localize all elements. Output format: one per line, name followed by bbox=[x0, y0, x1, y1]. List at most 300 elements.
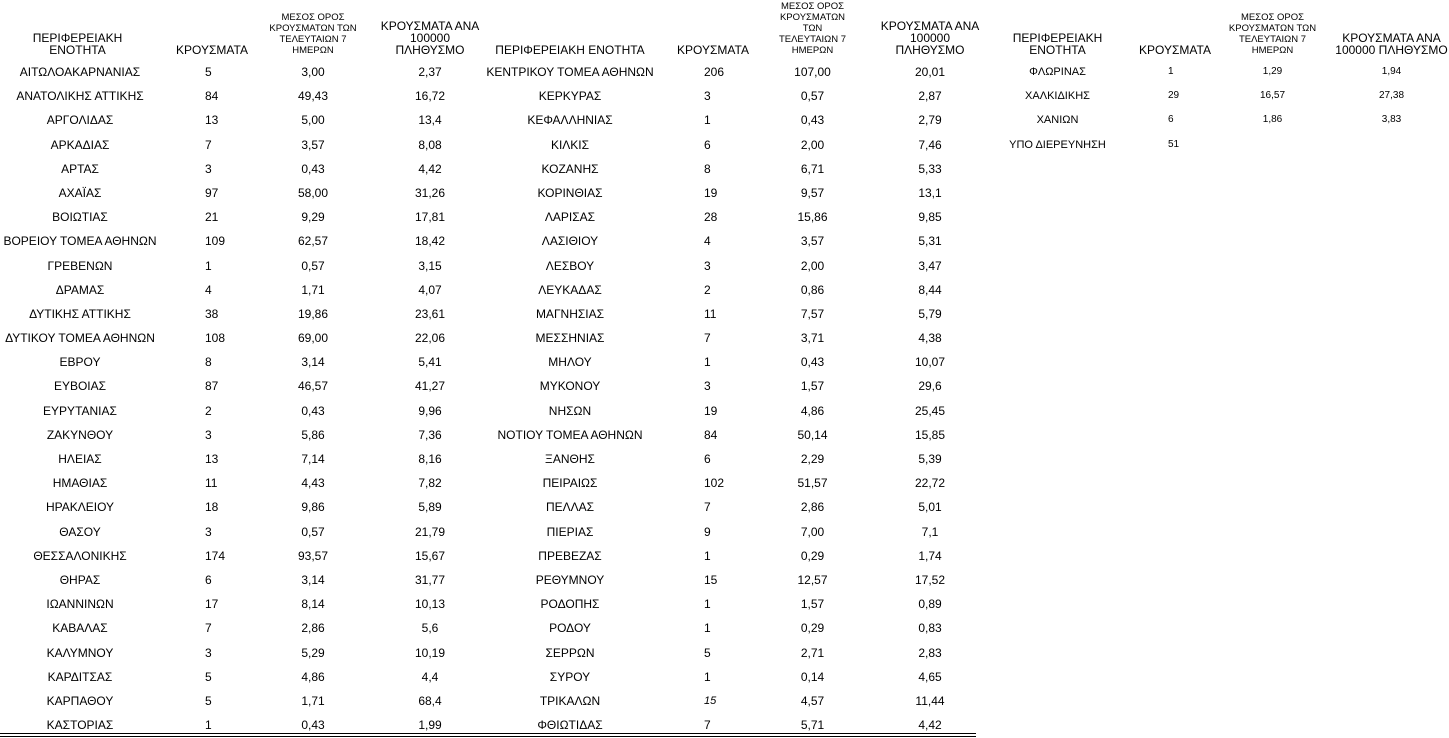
cell-per: 1,74 bbox=[918, 548, 942, 563]
table-row bbox=[0, 665, 470, 689]
cell-name: ΛΑΣΙΘΙΟΥ bbox=[541, 234, 599, 249]
cell-avg: 1,71 bbox=[301, 693, 325, 708]
header-region: ΠΕΡΙΦΕΡΕΙΑΚΗ ΕΝΟΤΗΤΑ bbox=[495, 43, 645, 57]
cell-cases: 6 bbox=[205, 572, 212, 587]
table-row bbox=[485, 254, 1000, 278]
cell-name: ΠΕΛΛΑΣ bbox=[545, 500, 595, 515]
cell-per: 27,38 bbox=[1378, 90, 1405, 102]
cell-name: ΑΡΤΑΣ bbox=[61, 161, 99, 176]
cell-cases: 15 bbox=[704, 694, 717, 707]
cell-per: 5,79 bbox=[918, 306, 942, 321]
cell-avg: 1,29 bbox=[1262, 66, 1283, 77]
cell-name: ΘΗΡΑΣ bbox=[59, 572, 101, 587]
cell-per: 10,13 bbox=[414, 597, 446, 612]
table-row bbox=[0, 229, 470, 253]
cell-per: 4,4 bbox=[421, 669, 439, 684]
cell-cases: 1 bbox=[205, 718, 212, 733]
table-row bbox=[0, 568, 470, 592]
table-row bbox=[485, 181, 1000, 205]
header-per100k bbox=[375, 20, 485, 56]
cell-per: 5,41 bbox=[418, 355, 442, 370]
cell-per: 11,44 bbox=[915, 693, 945, 708]
cell-per: 10,19 bbox=[414, 645, 446, 660]
header-avg-line1: ΜΕΣΟΣ ΟΡΟΣ bbox=[281, 12, 345, 23]
cell-cases: 1 bbox=[704, 113, 711, 128]
cell-cases: 5 bbox=[205, 65, 212, 79]
cell-avg: 0,57 bbox=[301, 524, 325, 539]
cell-avg: 3,14 bbox=[301, 572, 325, 587]
header-avg-line3: ΤΕΛΕΥΤΑΙΩΝ 7 bbox=[1238, 34, 1307, 45]
cell-avg: 0,29 bbox=[800, 548, 825, 563]
cell-avg: 4,43 bbox=[301, 476, 325, 491]
cell-name: ΚΟΖΑΝΗΣ bbox=[541, 161, 599, 176]
cell-cases: 17 bbox=[205, 597, 219, 612]
cell-cases: 109 bbox=[205, 234, 226, 249]
header-region-line1: ΠΕΡΙΦΕΡΕΙΑΚΗ bbox=[32, 31, 123, 45]
cell-name: ΗΛΕΙΑΣ bbox=[58, 452, 102, 466]
cell-name: ΗΡΑΚΛΕΙΟΥ bbox=[45, 500, 115, 515]
cell-name: ΣΕΡΡΩΝ bbox=[545, 645, 595, 660]
cell-per: 16,72 bbox=[414, 89, 446, 104]
table-row bbox=[485, 568, 1000, 592]
cell-cases: 19 bbox=[704, 403, 718, 418]
cell-per: 29,6 bbox=[918, 379, 942, 394]
table-row bbox=[485, 544, 1000, 568]
cell-per: 0,89 bbox=[918, 597, 942, 612]
cell-name: ΜΥΚΟΝΟΥ bbox=[539, 379, 601, 394]
cell-avg: 5,00 bbox=[301, 113, 325, 128]
cell-name: ΝΗΣΩΝ bbox=[548, 403, 592, 418]
cell-per: 8,16 bbox=[418, 452, 442, 466]
cell-cases: 87 bbox=[205, 379, 219, 394]
cell-name: ΚΕΝΤΡΙΚΟΥ ΤΟΜΕΑ ΑΘΗΝΩΝ bbox=[486, 65, 654, 79]
cell-per: 0,83 bbox=[918, 621, 942, 636]
cell-avg: 2,71 bbox=[800, 645, 825, 660]
table-row bbox=[1000, 133, 1449, 157]
cell-avg: 62,57 bbox=[297, 234, 329, 249]
header-avg-line1: ΜΕΣΟΣ ΟΡΟΣ bbox=[780, 1, 844, 12]
cell-avg: 51,57 bbox=[797, 476, 828, 491]
cell-cases: 2 bbox=[704, 282, 711, 297]
table-header-2 bbox=[485, 0, 1000, 60]
cell-avg: 0,29 bbox=[800, 621, 825, 636]
cell-per: 22,72 bbox=[914, 476, 946, 491]
cell-per: 2,83 bbox=[918, 645, 942, 660]
cell-per: 3,47 bbox=[918, 258, 942, 273]
cell-cases: 1 bbox=[704, 355, 711, 370]
table-row bbox=[485, 520, 1000, 544]
cell-per: 7,36 bbox=[418, 427, 442, 442]
table-row bbox=[0, 641, 470, 665]
cell-avg: 0,14 bbox=[800, 669, 825, 684]
cell-avg: 9,86 bbox=[301, 500, 325, 515]
cell-cases: 21 bbox=[205, 210, 219, 225]
header-avg-line3: ΤΕΛΕΥΤΑΙΩΝ 7 bbox=[778, 34, 847, 45]
cell-cases: 5 bbox=[205, 669, 212, 684]
table-row bbox=[0, 157, 470, 181]
cell-cases: 1 bbox=[704, 669, 711, 684]
table-row bbox=[0, 181, 470, 205]
cell-avg: 69,00 bbox=[297, 331, 329, 346]
table-row bbox=[485, 447, 1000, 471]
table-row bbox=[0, 423, 470, 447]
table-header-3 bbox=[1000, 0, 1449, 60]
cell-name: ΠΡΕΒΕΖΑΣ bbox=[538, 548, 602, 563]
cell-avg: 2,29 bbox=[800, 452, 825, 466]
cell-cases: 51 bbox=[1168, 138, 1180, 150]
header-avg-line3: ΤΕΛΕΥΤΑΙΩΝ 7 bbox=[279, 34, 347, 45]
cell-name: ΘΑΣΟΥ bbox=[59, 524, 101, 539]
cell-avg: 4,86 bbox=[301, 669, 325, 684]
cell-avg: 1,57 bbox=[800, 597, 825, 612]
cell-per: 3,15 bbox=[418, 258, 442, 273]
cell-avg: 16,57 bbox=[1259, 90, 1286, 102]
cell-per: 31,26 bbox=[414, 185, 446, 200]
cell-per: 4,07 bbox=[418, 282, 442, 297]
cell-name: ΚΙΛΚΙΣ bbox=[550, 137, 590, 152]
cell-cases: 7 bbox=[205, 621, 212, 636]
header-cases: ΚΡΟΥΣΜΑΤΑ bbox=[677, 43, 749, 57]
cell-per: 17,52 bbox=[914, 572, 946, 587]
cell-avg: 50,14 bbox=[797, 427, 828, 442]
cell-name: ΡΟΔΟΠΗΣ bbox=[540, 597, 600, 612]
cell-name: ΧΑΛΚΙΔΙΚΗΣ bbox=[1025, 90, 1090, 103]
table-row bbox=[0, 254, 470, 278]
cell-cases: 5 bbox=[205, 693, 212, 708]
header-avg-line1: ΜΕΣΟΣ ΟΡΟΣ bbox=[1240, 12, 1304, 23]
table-row bbox=[0, 205, 470, 229]
cell-name: ΚΕΦΑΛΛΗΝΙΑΣ bbox=[527, 113, 613, 128]
cell-name: ΘΕΣΣΑΛΟΝΙΚΗΣ bbox=[33, 548, 127, 563]
cell-per: 5,6 bbox=[421, 621, 439, 636]
cell-avg: 2,86 bbox=[800, 500, 825, 515]
cell-cases: 3 bbox=[205, 524, 212, 539]
cell-per: 4,65 bbox=[918, 669, 942, 684]
cell-cases: 84 bbox=[704, 427, 718, 442]
cell-avg: 5,86 bbox=[301, 427, 325, 442]
cell-per: 15,85 bbox=[914, 427, 946, 442]
cell-name: ΥΠΟ ΔΙΕΡΕΥΝΗΣΗ bbox=[1009, 138, 1106, 151]
cell-name: ΒΟΡΕΙΟΥ ΤΟΜΕΑ ΑΘΗΝΩΝ bbox=[3, 234, 157, 249]
cell-per: 25,45 bbox=[914, 403, 946, 418]
cell-cases: 174 bbox=[205, 548, 226, 563]
cell-name: ΑΧΑΪΑΣ bbox=[58, 185, 102, 200]
table-row bbox=[485, 326, 1000, 350]
cell-avg: 0,43 bbox=[800, 355, 825, 370]
cell-avg: 1,71 bbox=[301, 282, 325, 297]
header-per100k bbox=[875, 20, 985, 56]
table-row bbox=[485, 495, 1000, 519]
table-row bbox=[0, 689, 470, 713]
cell-per: 1,94 bbox=[1381, 66, 1402, 77]
cell-avg: 93,57 bbox=[297, 548, 329, 563]
cell-per: 31,77 bbox=[414, 572, 446, 587]
cell-per: 5,31 bbox=[918, 234, 942, 249]
table-row bbox=[485, 84, 1000, 108]
cell-cases: 108 bbox=[205, 331, 226, 346]
cell-name: ΑΡΓΟΛΙΔΑΣ bbox=[46, 113, 114, 128]
cell-cases: 5 bbox=[704, 645, 711, 660]
cell-avg: 3,00 bbox=[301, 65, 325, 79]
table-row bbox=[485, 157, 1000, 181]
header-avg bbox=[770, 1, 855, 56]
table-row bbox=[0, 278, 470, 302]
cell-per: 2,79 bbox=[918, 113, 942, 128]
table-row bbox=[485, 133, 1000, 157]
table-row bbox=[0, 592, 470, 616]
cell-name: ΚΟΡΙΝΘΙΑΣ bbox=[537, 185, 603, 200]
table-body-2 bbox=[485, 60, 1000, 737]
cell-cases: 6 bbox=[1168, 114, 1174, 126]
cell-per: 7,82 bbox=[418, 476, 442, 491]
cell-name: ΜΗΛΟΥ bbox=[548, 355, 592, 370]
table-row bbox=[485, 471, 1000, 495]
cell-name: ΚΑΒΑΛΑΣ bbox=[52, 621, 108, 636]
cell-name: ΙΩΑΝΝΙΝΩΝ bbox=[46, 597, 114, 612]
cell-name: ΑΙΤΩΛΟΑΚΑΡΝΑΝΙΑΣ bbox=[19, 65, 141, 79]
table-block-3 bbox=[1000, 0, 1449, 157]
cell-cases: 2 bbox=[205, 403, 212, 418]
table-row bbox=[485, 60, 1000, 84]
cell-cases: 7 bbox=[704, 718, 711, 733]
cell-name: ΗΜΑΘΙΑΣ bbox=[52, 476, 108, 491]
cell-avg: 9,57 bbox=[800, 185, 825, 200]
cell-avg: 8,14 bbox=[301, 597, 325, 612]
cell-per: 4,42 bbox=[418, 161, 442, 176]
cell-avg: 3,71 bbox=[800, 331, 825, 346]
cell-cases: 1 bbox=[704, 548, 711, 563]
cell-per: 15,67 bbox=[414, 548, 446, 563]
cell-avg: 0,43 bbox=[800, 113, 825, 128]
cell-per: 2,87 bbox=[918, 89, 942, 104]
cell-name: ΑΡΚΑΔΙΑΣ bbox=[50, 137, 110, 152]
cell-avg: 107,00 bbox=[794, 65, 831, 79]
cell-per: 2,37 bbox=[418, 65, 442, 79]
header-per100k bbox=[1334, 32, 1449, 56]
cell-cases: 3 bbox=[205, 645, 212, 660]
table-row bbox=[0, 616, 470, 640]
cell-cases: 1 bbox=[1168, 66, 1174, 77]
cell-avg: 3,14 bbox=[301, 355, 325, 370]
cell-avg: 0,57 bbox=[800, 89, 825, 104]
header-region bbox=[0, 32, 155, 56]
cell-per: 5,01 bbox=[918, 500, 942, 515]
table-header-1 bbox=[0, 0, 480, 60]
cell-per: 7,1 bbox=[921, 524, 939, 539]
cell-avg: 46,57 bbox=[297, 379, 329, 394]
cell-name: ΦΘΙΩΤΙΔΑΣ bbox=[537, 718, 603, 733]
cell-avg: 7,57 bbox=[800, 306, 825, 321]
cell-avg: 4,57 bbox=[800, 693, 825, 708]
table-row bbox=[0, 350, 470, 374]
cell-name: ΔΥΤΙΚΗΣ ΑΤΤΙΚΗΣ bbox=[29, 306, 131, 321]
table-bottom-border bbox=[0, 733, 976, 737]
cell-cases: 6 bbox=[704, 137, 711, 152]
table-row bbox=[485, 108, 1000, 132]
header-per-line3: ΠΛΗΘΥΣΜΟ bbox=[895, 43, 965, 57]
table-row bbox=[485, 399, 1000, 423]
cell-name: ΕΥΒΟΙΑΣ bbox=[53, 379, 107, 394]
cell-avg: 0,43 bbox=[301, 403, 325, 418]
cell-avg: 4,86 bbox=[800, 403, 825, 418]
cell-per: 10,07 bbox=[914, 355, 946, 370]
header-cases: ΚΡΟΥΣΜΑΤΑ bbox=[1139, 43, 1211, 57]
table-row bbox=[485, 423, 1000, 447]
header-region-line2: ΕΝΟΤΗΤΑ bbox=[49, 43, 106, 57]
cell-cases: 13 bbox=[205, 452, 219, 466]
table-row bbox=[485, 229, 1000, 253]
header-per-line3: ΠΛΗΘΥΣΜΟ bbox=[395, 43, 465, 57]
cell-cases: 11 bbox=[704, 306, 717, 321]
header-region-line1: ΠΕΡΙΦΕΡΕΙΑΚΗ bbox=[1012, 31, 1103, 45]
header-avg-line4: ΗΜΕΡΩΝ bbox=[791, 45, 834, 56]
cell-avg: 2,86 bbox=[301, 621, 325, 636]
header-per-line2: 100000 ΠΛΗΘΥΣΜΟ bbox=[1335, 43, 1448, 57]
cell-avg: 7,14 bbox=[301, 452, 325, 466]
table-row bbox=[485, 278, 1000, 302]
cell-name: ΣΥΡΟΥ bbox=[549, 669, 591, 684]
cell-name: ΓΡΕΒΕΝΩΝ bbox=[47, 258, 113, 273]
cell-cases: 3 bbox=[205, 161, 212, 176]
cell-name: ΒΟΙΩΤΙΑΣ bbox=[52, 210, 108, 225]
cell-per: 4,42 bbox=[918, 718, 942, 733]
table-row bbox=[1000, 84, 1449, 108]
cell-avg: 19,86 bbox=[297, 306, 329, 321]
cell-name: ΚΑΡΠΑΘΟΥ bbox=[46, 693, 114, 708]
cell-avg: 15,86 bbox=[797, 210, 828, 225]
cell-cases: 4 bbox=[704, 234, 711, 249]
cell-name: ΕΒΡΟΥ bbox=[59, 355, 101, 370]
cell-cases: 15 bbox=[704, 572, 718, 587]
cell-avg: 7,00 bbox=[800, 524, 825, 539]
cell-avg: 9,29 bbox=[301, 210, 325, 225]
cell-cases: 9 bbox=[704, 524, 711, 539]
header-avg bbox=[1225, 12, 1320, 56]
cell-cases: 3 bbox=[704, 89, 711, 104]
cell-cases: 97 bbox=[205, 185, 219, 200]
cell-name: ΕΥΡΥΤΑΝΙΑΣ bbox=[43, 403, 117, 418]
cell-avg: 3,57 bbox=[800, 234, 825, 249]
table-body-1 bbox=[0, 60, 470, 737]
cell-avg: 0,43 bbox=[301, 718, 325, 733]
cell-per: 17,81 bbox=[414, 210, 446, 225]
header-cases: ΚΡΟΥΣΜΑΤΑ bbox=[176, 43, 248, 57]
cell-cases: 206 bbox=[704, 65, 725, 79]
cell-name: ΠΕΙΡΑΙΩΣ bbox=[542, 476, 598, 491]
cell-avg: 1,57 bbox=[800, 379, 825, 394]
cell-per: 8,08 bbox=[418, 137, 442, 152]
cell-per: 3,83 bbox=[1381, 114, 1402, 126]
cell-cases: 6 bbox=[704, 452, 711, 466]
cell-per: 18,42 bbox=[414, 234, 446, 249]
cell-name: ΜΕΣΣΗΝΙΑΣ bbox=[535, 331, 605, 346]
cell-cases: 18 bbox=[205, 500, 219, 515]
table-row bbox=[1000, 60, 1449, 84]
header-per-line2: 100000 bbox=[409, 31, 451, 45]
cell-avg: 2,00 bbox=[800, 258, 825, 273]
header-avg-line4: ΗΜΕΡΩΝ bbox=[292, 45, 334, 56]
cell-cases: 8 bbox=[205, 355, 212, 370]
cell-per: 41,27 bbox=[414, 379, 446, 394]
cell-avg: 12,57 bbox=[797, 572, 828, 587]
cell-name: ΔΡΑΜΑΣ bbox=[55, 282, 105, 297]
cell-cases: 3 bbox=[704, 379, 711, 394]
header-per-line1: ΚΡΟΥΣΜΑΤΑ ΑΝΑ bbox=[380, 19, 480, 33]
cell-avg: 0,86 bbox=[800, 282, 825, 297]
cell-per: 1,99 bbox=[418, 718, 442, 733]
header-avg-line2: ΚΡΟΥΣΜΑΤΩΝ ΤΩΝ bbox=[269, 23, 357, 34]
cell-per: 22,06 bbox=[414, 331, 446, 346]
cell-avg: 6,71 bbox=[800, 161, 825, 176]
cell-name: ΡΕΘΥΜΝΟΥ bbox=[535, 572, 605, 587]
cell-name: ΚΑΣΤΟΡΙΑΣ bbox=[46, 718, 114, 733]
cell-cases: 8 bbox=[704, 161, 711, 176]
cell-avg: 0,43 bbox=[301, 161, 325, 176]
header-avg-line2: ΚΡΟΥΣΜΑΤΩΝ ΤΩΝ bbox=[779, 12, 846, 34]
table-row bbox=[0, 399, 470, 423]
table-row bbox=[0, 374, 470, 398]
cell-name: ΚΑΛΥΜΝΟΥ bbox=[46, 645, 114, 660]
cell-per: 13,1 bbox=[918, 185, 942, 200]
cell-name: ΠΙΕΡΙΑΣ bbox=[546, 524, 594, 539]
cell-name: ΝΟΤΙΟΥ ΤΟΜΕΑ ΑΘΗΝΩΝ bbox=[497, 427, 643, 442]
cell-name: ΦΛΩΡΙΝΑΣ bbox=[1029, 66, 1086, 78]
table-row bbox=[485, 616, 1000, 640]
cell-cases: 7 bbox=[205, 137, 212, 152]
cell-per: 13,4 bbox=[418, 113, 442, 128]
header-avg-line4: ΗΜΕΡΩΝ bbox=[1251, 45, 1294, 56]
cell-cases: 3 bbox=[704, 258, 711, 273]
cell-name: ΔΥΤΙΚΟΥ ΤΟΜΕΑ ΑΘΗΝΩΝ bbox=[5, 331, 155, 346]
table-row bbox=[485, 302, 1000, 326]
cell-cases: 84 bbox=[205, 89, 219, 104]
cell-cases: 1 bbox=[704, 597, 711, 612]
table-row bbox=[0, 302, 470, 326]
table-row bbox=[0, 84, 470, 108]
cell-name: ΚΑΡΔΙΤΣΑΣ bbox=[47, 669, 113, 684]
table-body-3 bbox=[1000, 60, 1449, 157]
cell-avg: 1,86 bbox=[1262, 114, 1283, 126]
header-region-line2: ΕΝΟΤΗΤΑ bbox=[1029, 43, 1086, 57]
cell-name: ΡΟΔΟΥ bbox=[549, 621, 591, 636]
cell-cases: 13 bbox=[205, 113, 219, 128]
table-row bbox=[0, 108, 470, 132]
cell-per: 20,01 bbox=[914, 65, 946, 79]
cell-name: ΜΑΓΝΗΣΙΑΣ bbox=[535, 306, 605, 321]
cell-cases: 38 bbox=[205, 306, 219, 321]
cell-cases: 102 bbox=[704, 476, 725, 491]
table-row bbox=[485, 665, 1000, 689]
cell-cases: 19 bbox=[704, 185, 718, 200]
cell-per: 23,61 bbox=[414, 306, 446, 321]
table-row bbox=[485, 205, 1000, 229]
cell-cases: 1 bbox=[704, 621, 711, 636]
header-avg bbox=[268, 12, 358, 56]
cell-per: 5,33 bbox=[918, 161, 942, 176]
table-row bbox=[0, 471, 470, 495]
table-row bbox=[0, 544, 470, 568]
cell-name: ΤΡΙΚΑΛΩΝ bbox=[539, 693, 601, 708]
table-row bbox=[0, 60, 470, 84]
header-per-line2: 100000 bbox=[909, 31, 951, 45]
cell-name: ΚΕΡΚΥΡΑΣ bbox=[538, 89, 602, 104]
cell-avg: 5,29 bbox=[301, 645, 325, 660]
cell-name: ΞΑΝΘΗΣ bbox=[545, 452, 595, 466]
table-row bbox=[485, 641, 1000, 665]
cell-per: 68,4 bbox=[418, 693, 442, 708]
cell-per: 9,96 bbox=[418, 403, 442, 418]
header-per-line1: ΚΡΟΥΣΜΑΤΑ ΑΝΑ bbox=[880, 19, 980, 33]
